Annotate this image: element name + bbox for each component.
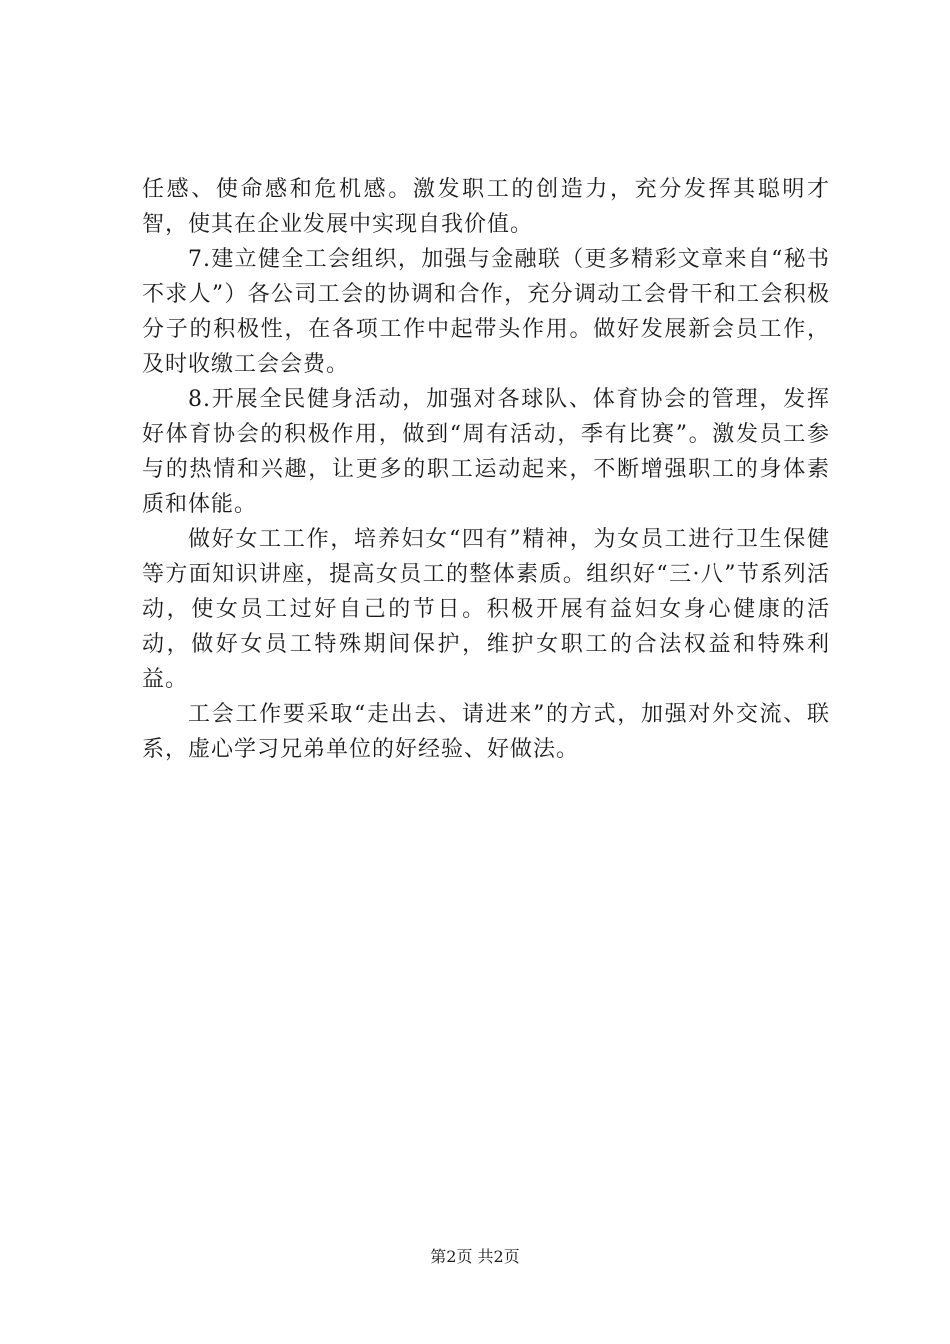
- document-body: [142, 172, 830, 767]
- paragraph-4: 做好女工工作，培养妇女“四有”精神，为女员工进行卫生保健等方面知识讲座，提高女员工的整体素质。组织好“三·八”节系列活动，使女员工过好自己的节日。积极开展有益妇女身心健康的活动，做好女员工特殊期间保护，维护女职工的合法权益和特殊利益。: [142, 527, 830, 692]
- page-footer: 第2页 共2页: [430, 1247, 520, 1266]
- paragraph-3: 8.开展全民健身活动，加强对各球队、体育协会的管理，发挥好体育协会的积极作用，做到“周有活动，季有比赛”。激发员工参与的热情和兴趣，让更多的职工运动起来，不断增强职工的身体素质和体能。: [142, 387, 830, 517]
- paragraph-1: 任感、使命感和危机感。激发职工的创造力，充分发挥其聪明才智，使其在企业发展中实现自我价值。: [142, 177, 830, 237]
- paragraph-5: 工会工作要采取“走出去、请进来”的方式，加强对外交流、联系，虚心学习兄弟单位的好经验、好做法。: [142, 702, 830, 762]
- paragraph-2: 7.建立健全工会组织，加强与金融联（更多精彩文章来自“秘书不求人”）各公司工会的协调和合作，充分调动工会骨干和工会积极分子的积极性，在各项工作中起带头作用。做好发展新会员工作，及时收缴工会会费。: [142, 247, 830, 377]
